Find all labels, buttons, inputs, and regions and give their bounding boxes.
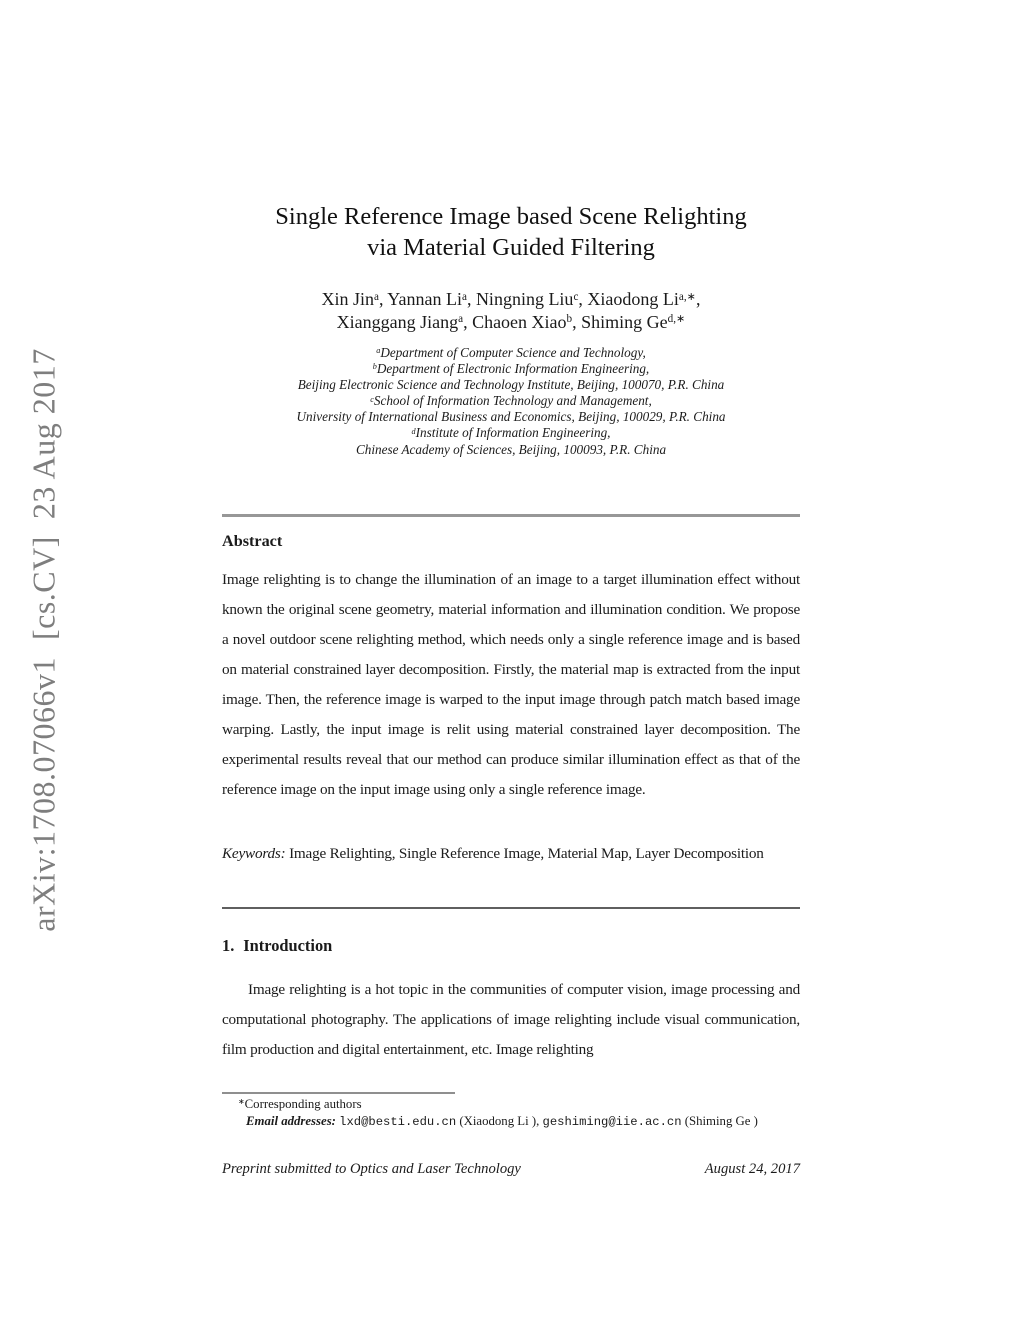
keywords-text: Image Relighting, Single Reference Image, Material Map, Layer Decomposition xyxy=(289,845,764,862)
affiliation-line: $^c$School of Information Technology and Management, xyxy=(370,393,652,409)
paper-title xyxy=(222,201,800,263)
affiliation-line: Beijing Electronic Science and Technology Institute, Beijing, 100070, P.R. China xyxy=(297,377,725,393)
affiliation-line: Chinese Academy of Sciences, Beijing, 100093, P.R. China xyxy=(355,441,667,457)
arxiv-watermark: arXiv:1708.07066v1 [cs.CV] 23 Aug 2017 xyxy=(25,348,62,932)
email-address: lxd@besti.edu.cn xyxy=(339,1114,457,1129)
paper-title-line1: Single Reference Image based Scene Relighting xyxy=(275,203,747,230)
keywords-label: Keywords: xyxy=(222,845,286,862)
page-footer xyxy=(222,1161,800,1178)
section-title: Introduction xyxy=(243,936,333,955)
footer-date: August 24, 2017 xyxy=(704,1161,800,1177)
introduction-paragraph: Image relighting is a hot topic in the communities of computer vision, image processing and computational photography. The applications of image relighting include visual communication, film production and digital entertainment, etc. Image relighting xyxy=(222,981,800,1058)
email-address: geshiming@iie.ac.cn xyxy=(542,1114,682,1129)
author-line: Xin Jin$^a$, Yannan Li$^a$, Ningning Liu$^c$, Xiaodong $Li^{a,∗}$, xyxy=(321,289,701,309)
footnote-corresponding xyxy=(222,1096,800,1113)
affiliation-line: $^d$Institute of Information Engineering, xyxy=(411,425,611,441)
affiliation-line: $^b$Department of Electronic Information Engineering, xyxy=(372,361,650,377)
footnote-emails xyxy=(222,1113,800,1131)
paper-title-line2: via Material Guided Filtering xyxy=(367,234,655,261)
abstract-heading: Abstract xyxy=(222,532,283,550)
affiliation-line: $^a$Department of Computer Science and Technology, xyxy=(376,345,646,360)
email-label: Email addresses: xyxy=(246,1113,336,1128)
email-owner: (Xiaodong Li ), xyxy=(456,1113,543,1128)
abstract-text: Image relighting is to change the illumination of an image to a target illumination effect without known the original scene geometry, material information and illumination condition. We propose a novel outdoor scene relighting method, which needs only a single reference image and is based on material constrained layer decomposition. Firstly, the material map is extracted from the input image. Then, the reference image is warped to the input image through patch match based image warping. Lastly, the input image is relit using material constrained layer decomposition. The experimental results reveal that our method can produce similar illumination effect as that of the reference image on the input image using only a single reference image. xyxy=(222,571,800,798)
section-heading xyxy=(222,936,800,956)
author-line: Xianggang Jiang$^a$, Chaoen Xiao$^b$, Shiming $Ge^{d,∗}$ xyxy=(336,311,686,332)
footnote-rule xyxy=(222,1092,455,1094)
email-owner: (Shiming Ge ) xyxy=(681,1113,758,1128)
section-number: 1. xyxy=(222,936,235,955)
footer-journal: Preprint submitted to Optics and Laser Technology xyxy=(222,1161,521,1177)
footnote-corresponding-text: Corresponding authors xyxy=(244,1097,362,1111)
keywords-line xyxy=(222,839,800,869)
author-block xyxy=(222,288,800,333)
footnote-block xyxy=(222,1096,800,1130)
footnote-marker: ∗ xyxy=(238,1097,245,1107)
divider-above-abstract xyxy=(222,514,800,517)
affiliation-line: University of International Business and Economics, Beijing, 100029, P.R. China xyxy=(296,409,726,425)
affiliation-block xyxy=(222,345,800,458)
email-list xyxy=(339,1114,758,1128)
divider-below-keywords xyxy=(222,907,800,909)
